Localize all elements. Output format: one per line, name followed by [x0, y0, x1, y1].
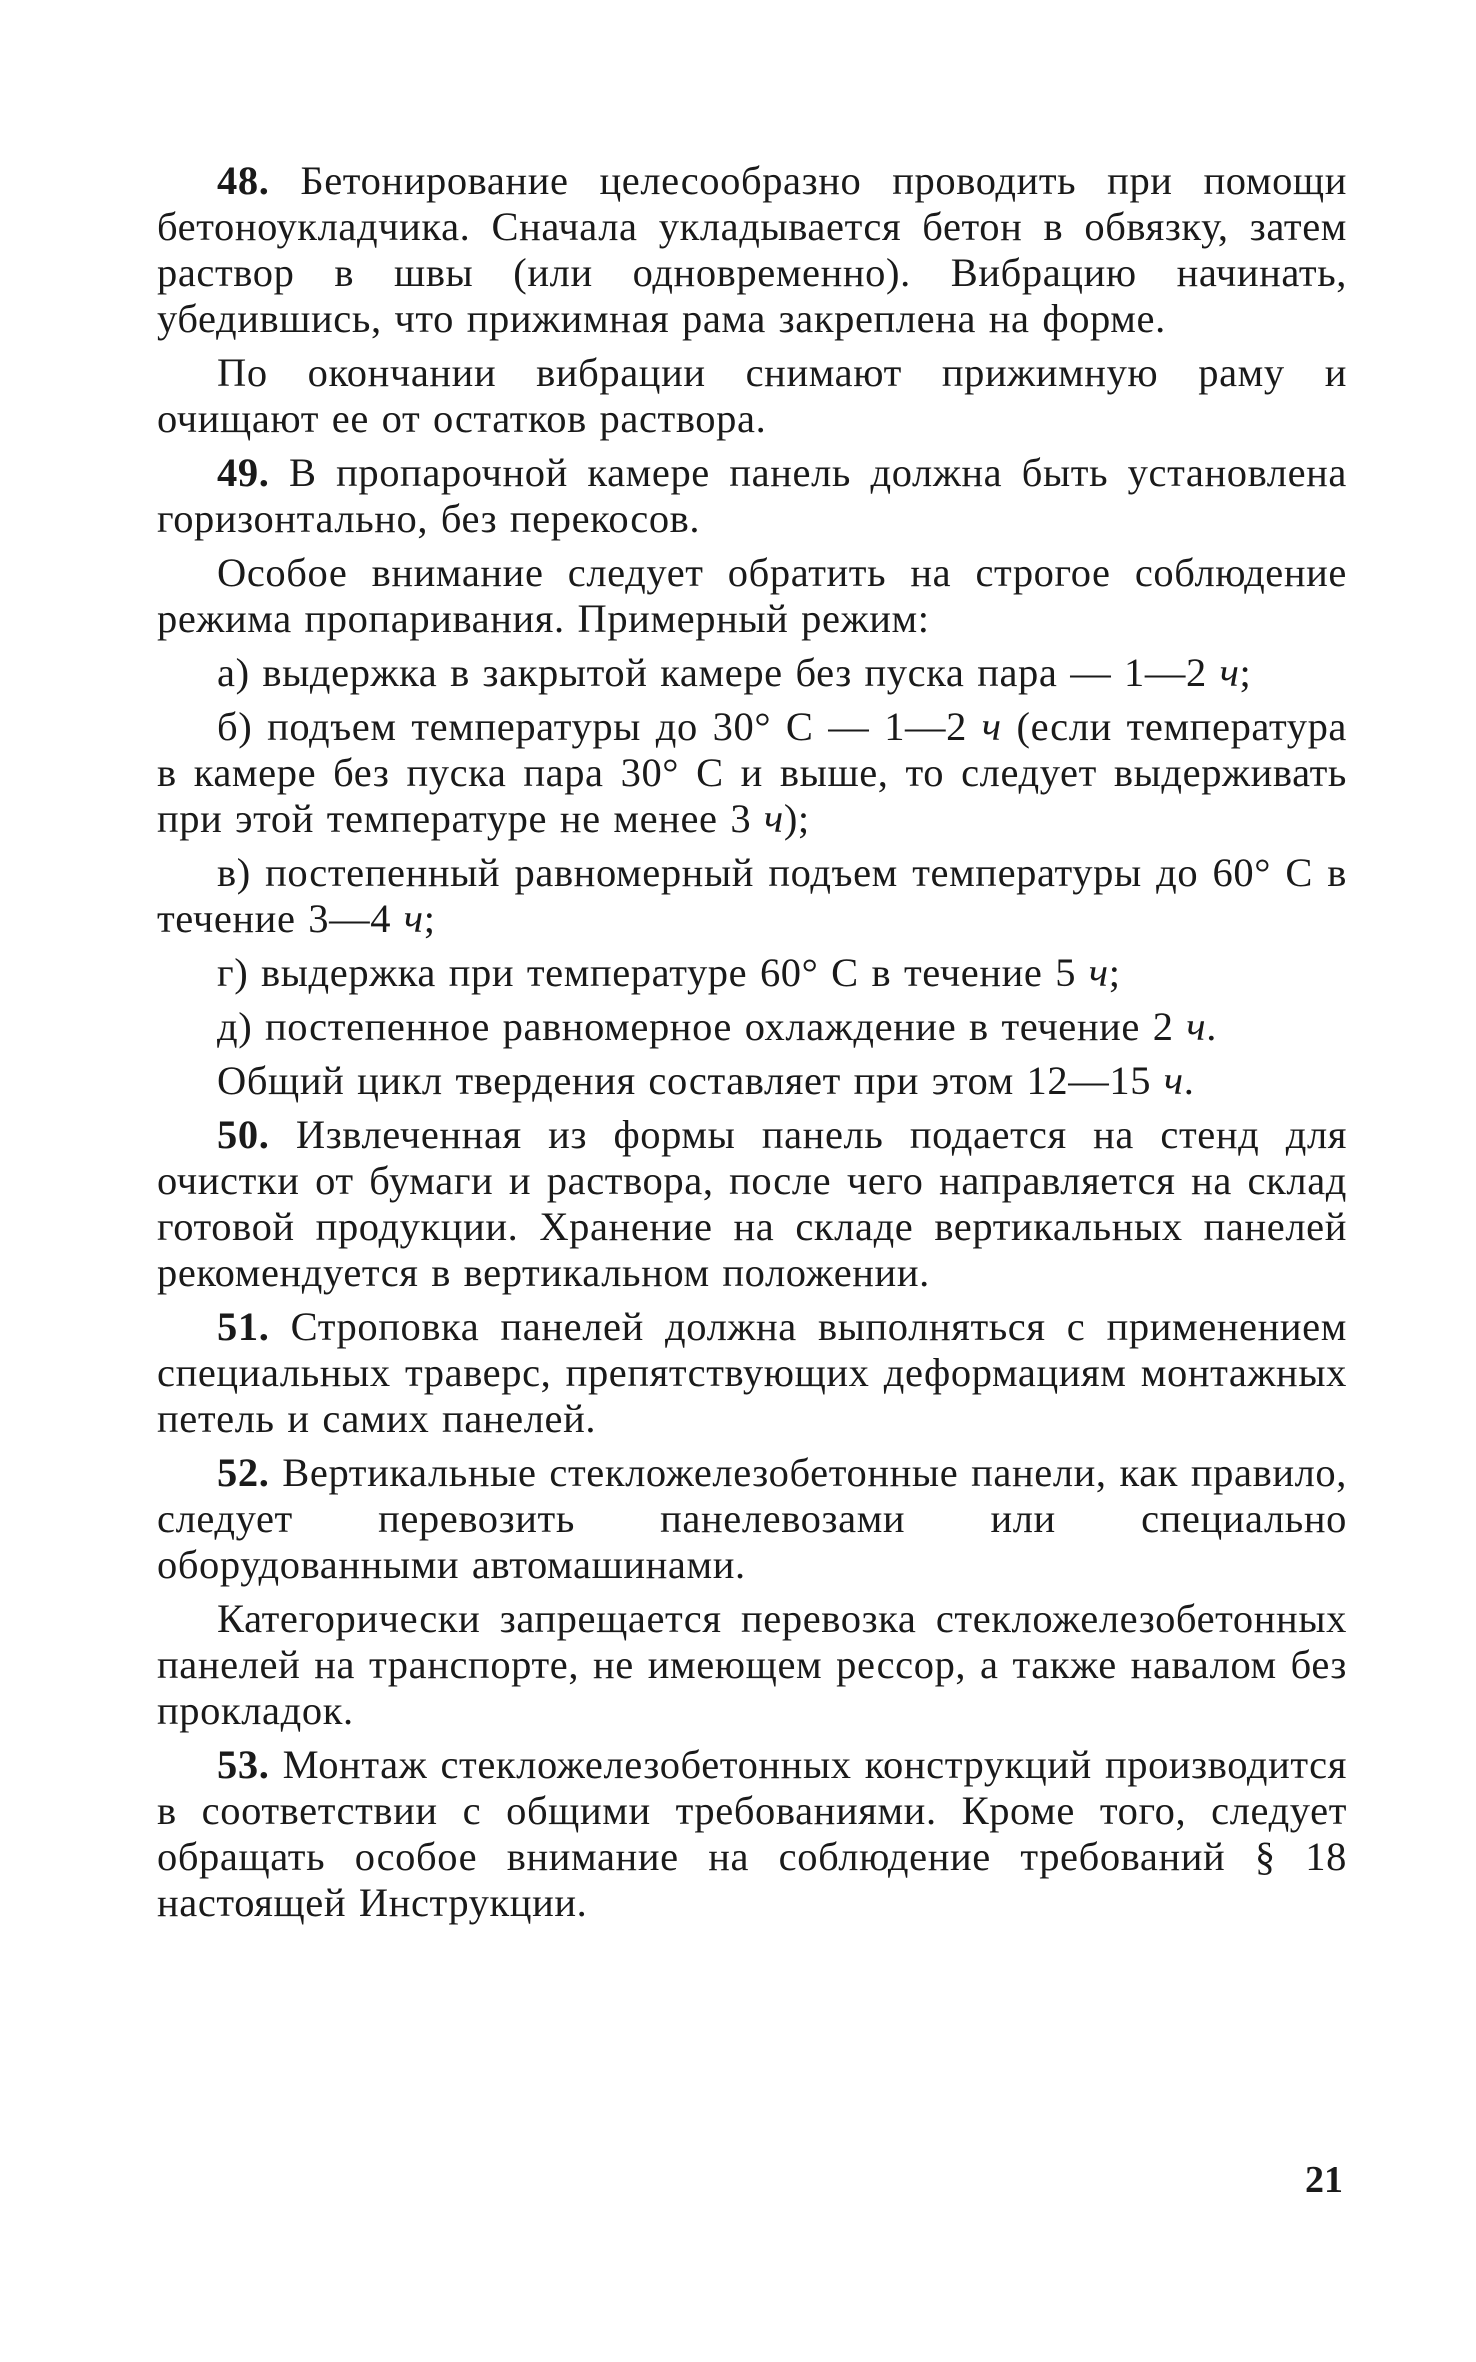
hour-unit: ч — [1219, 650, 1240, 695]
paragraph-text: б) подъем температуры до 30° С — 1—2 — [217, 704, 982, 749]
paragraph-52-continued — [157, 1596, 1347, 1734]
paragraph-49-continued — [157, 550, 1347, 642]
paragraph-text-end: ; — [1239, 650, 1252, 695]
paragraph-text: Извлеченная из формы панель подается на стенд для очистки от бумаги и раствора, после чего направляется на склад готовой продукции. Хранение на складе вертикальных панелей рекомендуется в вертикальном положении. — [157, 1112, 1347, 1295]
item-number: 53. — [217, 1742, 270, 1787]
paragraph-text: Особое внимание следует обратить на строгое соблюдение режима пропаривания. Примерный режим: — [157, 550, 1347, 641]
paragraph-text: Бетонирование целесообразно проводить при помощи бетоноукладчика. Сначала укладывается бетон в обвязку, затем раствор в швы (или одновременно). Вибрацию начинать, убедившись, что прижимная рама закреплена на форме. — [157, 158, 1347, 341]
paragraph-48-continued — [157, 350, 1347, 442]
item-number: 48. — [217, 158, 270, 203]
paragraph-text: Монтаж стекложелезобетонных конструкций производится в соответствии с общими требованиями. Кроме того, следует обращать особое внимание на соблюдение требований § 18 настоящей Инструкции. — [157, 1742, 1347, 1925]
hour-unit: ч — [1163, 1058, 1184, 1103]
paragraph-text: По окончании вибрации снимают прижимную раму и очищают ее от остатков раствора. — [157, 350, 1347, 441]
hour-unit: ч — [403, 896, 424, 941]
regime-step-g — [157, 950, 1347, 996]
paragraph-53 — [157, 1742, 1347, 1926]
regime-step-a — [157, 650, 1347, 696]
hour-unit: ч — [763, 796, 784, 841]
paragraph-text: Категорически запрещается перевозка стекложелезобетонных панелей на транспорте, не имеющем рессор, а также навалом без прокладок. — [157, 1596, 1347, 1733]
paragraph-text: Общий цикл твердения составляет при этом 12—15 — [217, 1058, 1164, 1103]
paragraph-text-end: ; — [423, 896, 436, 941]
regime-step-b — [157, 704, 1347, 842]
regime-step-v — [157, 850, 1347, 942]
paragraph-50 — [157, 1112, 1347, 1296]
paragraph-48 — [157, 158, 1347, 342]
paragraph-text: в) постепенный равномерный подъем температуры до 60° С в течение 3—4 — [157, 850, 1347, 941]
item-number: 49. — [217, 450, 270, 495]
paragraph-52 — [157, 1450, 1347, 1588]
item-number: 52. — [217, 1450, 270, 1495]
paragraph-49 — [157, 450, 1347, 542]
paragraph-text: В пропарочной камере панель должна быть установлена горизонтально, без перекосов. — [157, 450, 1347, 541]
paragraph-text: а) выдержка в закрытой камере без пуска пара — 1—2 — [217, 650, 1220, 695]
paragraph-51 — [157, 1304, 1347, 1442]
item-number: 51. — [217, 1304, 270, 1349]
paragraph-text: Вертикальные стекложелезобетонные панели, как правило, следует перевозить панелевозами или специально оборудованными автомашинами. — [157, 1450, 1347, 1587]
hour-unit: ч — [1186, 1004, 1207, 1049]
hour-unit: ч — [981, 704, 1002, 749]
paragraph-text-end: ); — [783, 796, 810, 841]
hour-unit: ч — [1088, 950, 1109, 995]
paragraph-text: г) выдержка при температуре 60° С в течение 5 — [217, 950, 1089, 995]
hardening-cycle — [157, 1058, 1347, 1104]
paragraph-text-end: . — [1206, 1004, 1217, 1049]
paragraph-text-end: . — [1183, 1058, 1195, 1103]
paragraph-text-end: ; — [1108, 950, 1121, 995]
paragraph-text: Строповка панелей должна выполняться с применением специальных траверс, препятствующих деформациям монтажных петель и самих панелей. — [157, 1304, 1347, 1441]
paragraph-text-middle: (если температура в камере без пуска пара 30° С и выше, то следует выдерживать при этой температуре не менее 3 — [157, 704, 1348, 841]
page-number: 21 — [1305, 2159, 1343, 2201]
regime-step-d — [157, 1004, 1347, 1050]
item-number: 50. — [217, 1112, 270, 1157]
paragraph-text: д) постепенное равномерное охлаждение в течение 2 — [217, 1004, 1187, 1049]
body-text — [157, 158, 1347, 1934]
